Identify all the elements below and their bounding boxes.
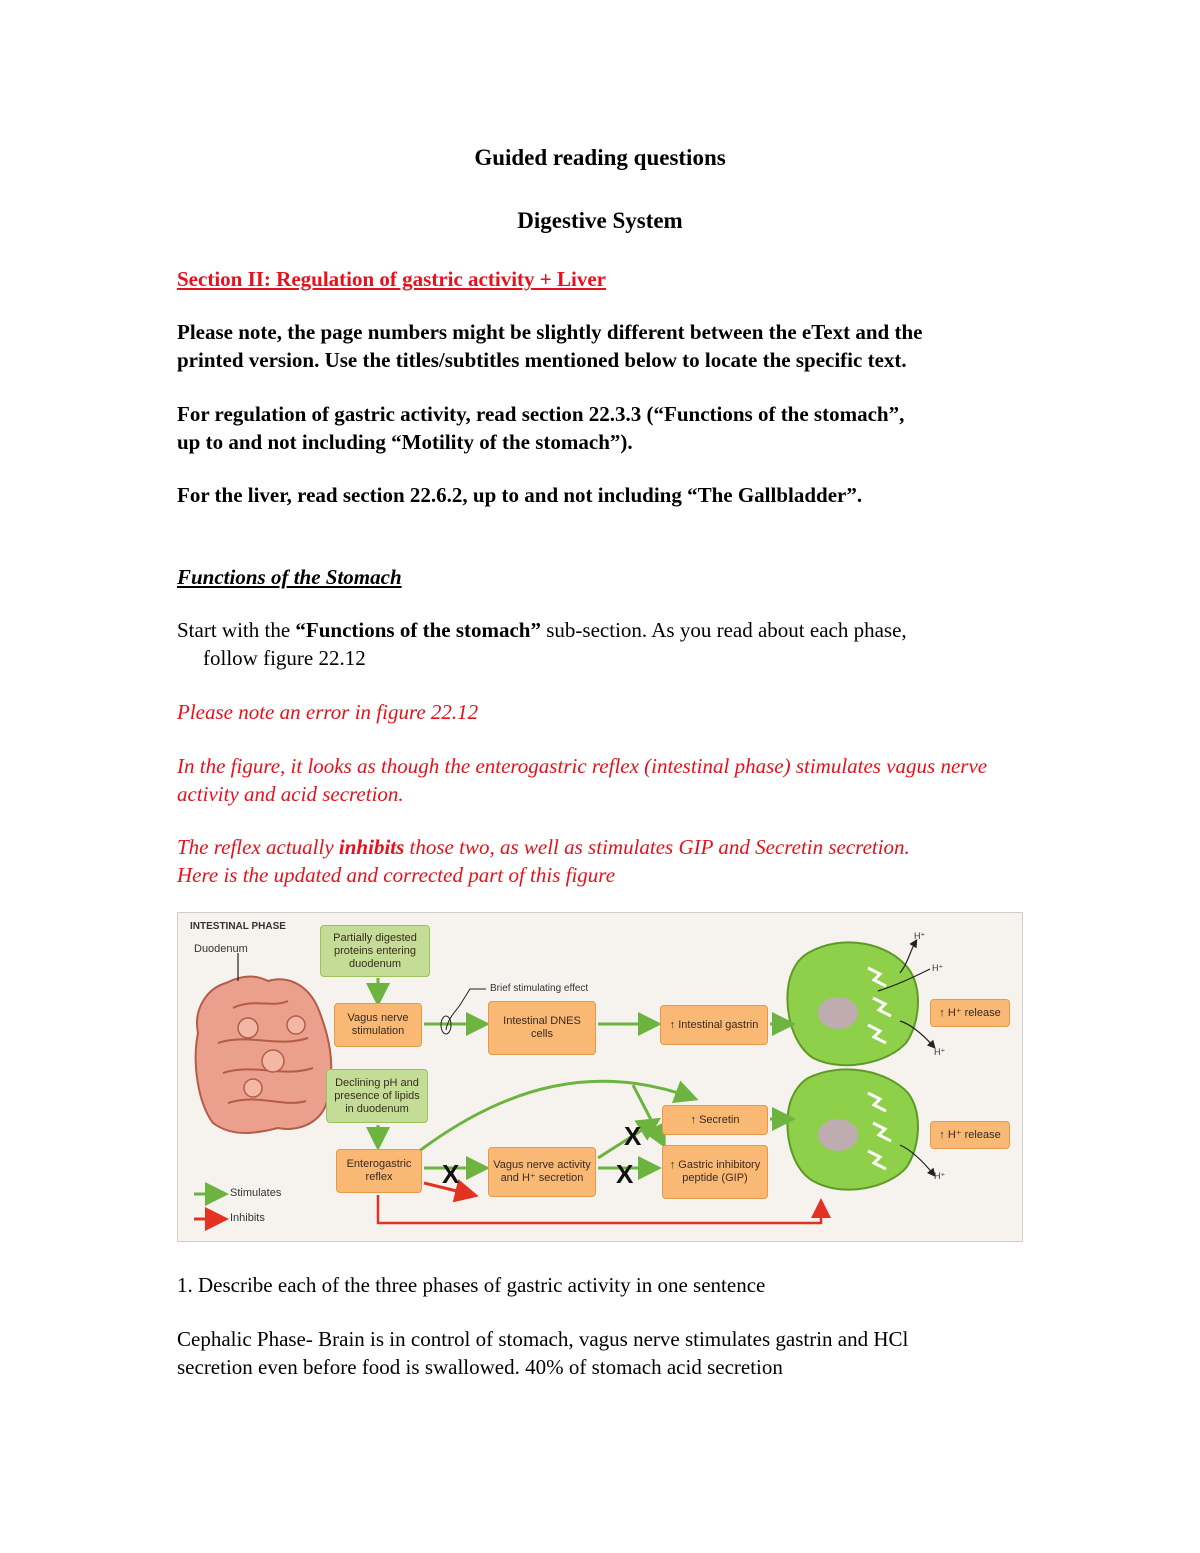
page-subtitle: Digestive System: [517, 208, 683, 233]
note-paragraph-1: [177, 318, 922, 374]
box-vagus-activity: Vagus nerve activity and H⁺ secretion: [488, 1147, 596, 1197]
h-ion-label: H⁺: [914, 931, 926, 941]
figure-phase-title: INTESTINAL PHASE: [190, 921, 286, 932]
start-suffix: sub-section. As you read about each phase,: [541, 618, 907, 642]
legend-inhibits: Inhibits: [230, 1212, 265, 1224]
figure-error-line: activity and acid secretion.: [177, 782, 404, 806]
answer-line: Cephalic Phase- Brain is in control of stomach, vagus nerve stimulates gastrin and HCl: [177, 1327, 909, 1351]
box-h-release-bottom: ↑ H⁺ release: [930, 1121, 1010, 1149]
brief-effect-label: Brief stimulating effect: [490, 983, 589, 994]
page-title: Guided reading questions: [474, 145, 726, 170]
functions-heading: Functions of the Stomach: [177, 565, 402, 589]
error-note: Please note an error in figure 22.12: [177, 700, 479, 724]
note-line: Please note, the page numbers might be slightly different between the eText and the: [177, 320, 923, 344]
h-ion-label: H⁺: [934, 1171, 946, 1181]
x-mark-secretin: X: [624, 1121, 642, 1151]
stomach-illustration-bottom: [787, 1069, 918, 1189]
h-ion-label: H⁺: [934, 1047, 946, 1057]
start-line-2: follow figure 22.12: [203, 646, 366, 670]
figure-graphics: [178, 913, 1022, 1241]
figure-error-paragraph: [177, 752, 987, 808]
intestinal-phase-figure: [177, 912, 1023, 1242]
box-enterogastric-reflex: Enterogastric reflex: [336, 1149, 422, 1193]
answer-1: [177, 1325, 908, 1381]
note-line: printed version. Use the titles/subtitles mentioned below to locate the specific text.: [177, 348, 907, 372]
x-mark-vagus: X: [442, 1159, 460, 1189]
reflex-line-2: Here is the updated and corrected part of this figure: [177, 863, 616, 887]
question-1: 1. Describe each of the three phases of gastric activity in one sentence: [177, 1273, 766, 1297]
start-bold: “Functions of the stomach”: [295, 618, 541, 642]
answer-line: secretion even before food is swallowed. 40% of stomach acid secretion: [177, 1355, 783, 1379]
reflex-suffix: those two, as well as stimulates GIP and Secretin secretion.: [404, 835, 910, 859]
section-heading: Section II: Regulation of gastric activity + Liver: [177, 267, 606, 291]
figure-error-line: In the figure, it looks as though the enterogastric reflex (intestinal phase) stimulates vagus nerve: [177, 754, 988, 778]
x-mark-gip: X: [616, 1159, 634, 1189]
start-paragraph: [177, 616, 907, 672]
reflex-bold: inhibits: [338, 835, 405, 859]
duodenum-label: Duodenum: [194, 943, 248, 955]
note-line: up to and not including “Motility of the stomach”).: [177, 430, 633, 454]
box-declining-ph: Declining pH and presence of lipids in duodenum: [326, 1069, 428, 1123]
note-line: For regulation of gastric activity, read section 22.3.3 (“Functions of the stomach”,: [177, 402, 905, 426]
reflex-prefix: The reflex actually: [177, 835, 339, 859]
note-paragraph-2: [177, 400, 904, 456]
box-dnes-cells: Intestinal DNES cells: [488, 1001, 596, 1055]
h-ion-label: H⁺: [932, 963, 944, 973]
box-partially-digested: Partially digested proteins entering duodenum: [320, 925, 430, 977]
intestine-illustration: [196, 953, 332, 1133]
stomach-illustration-top: [787, 942, 918, 1065]
box-vagus-stimulation: Vagus nerve stimulation: [334, 1003, 422, 1047]
box-h-release-top: ↑ H⁺ release: [930, 999, 1010, 1027]
reflex-paragraph: [177, 833, 910, 889]
start-prefix: Start with the: [177, 618, 296, 642]
legend-stimulates: Stimulates: [230, 1187, 282, 1199]
box-gip: ↑ Gastric inhibitory peptide (GIP): [662, 1145, 768, 1199]
box-secretin: ↑ Secretin: [662, 1105, 768, 1135]
note-paragraph-3: For the liver, read section 22.6.2, up to and not including “The Gallbladder”.: [177, 483, 863, 507]
box-intestinal-gastrin: ↑ Intestinal gastrin: [660, 1005, 768, 1045]
